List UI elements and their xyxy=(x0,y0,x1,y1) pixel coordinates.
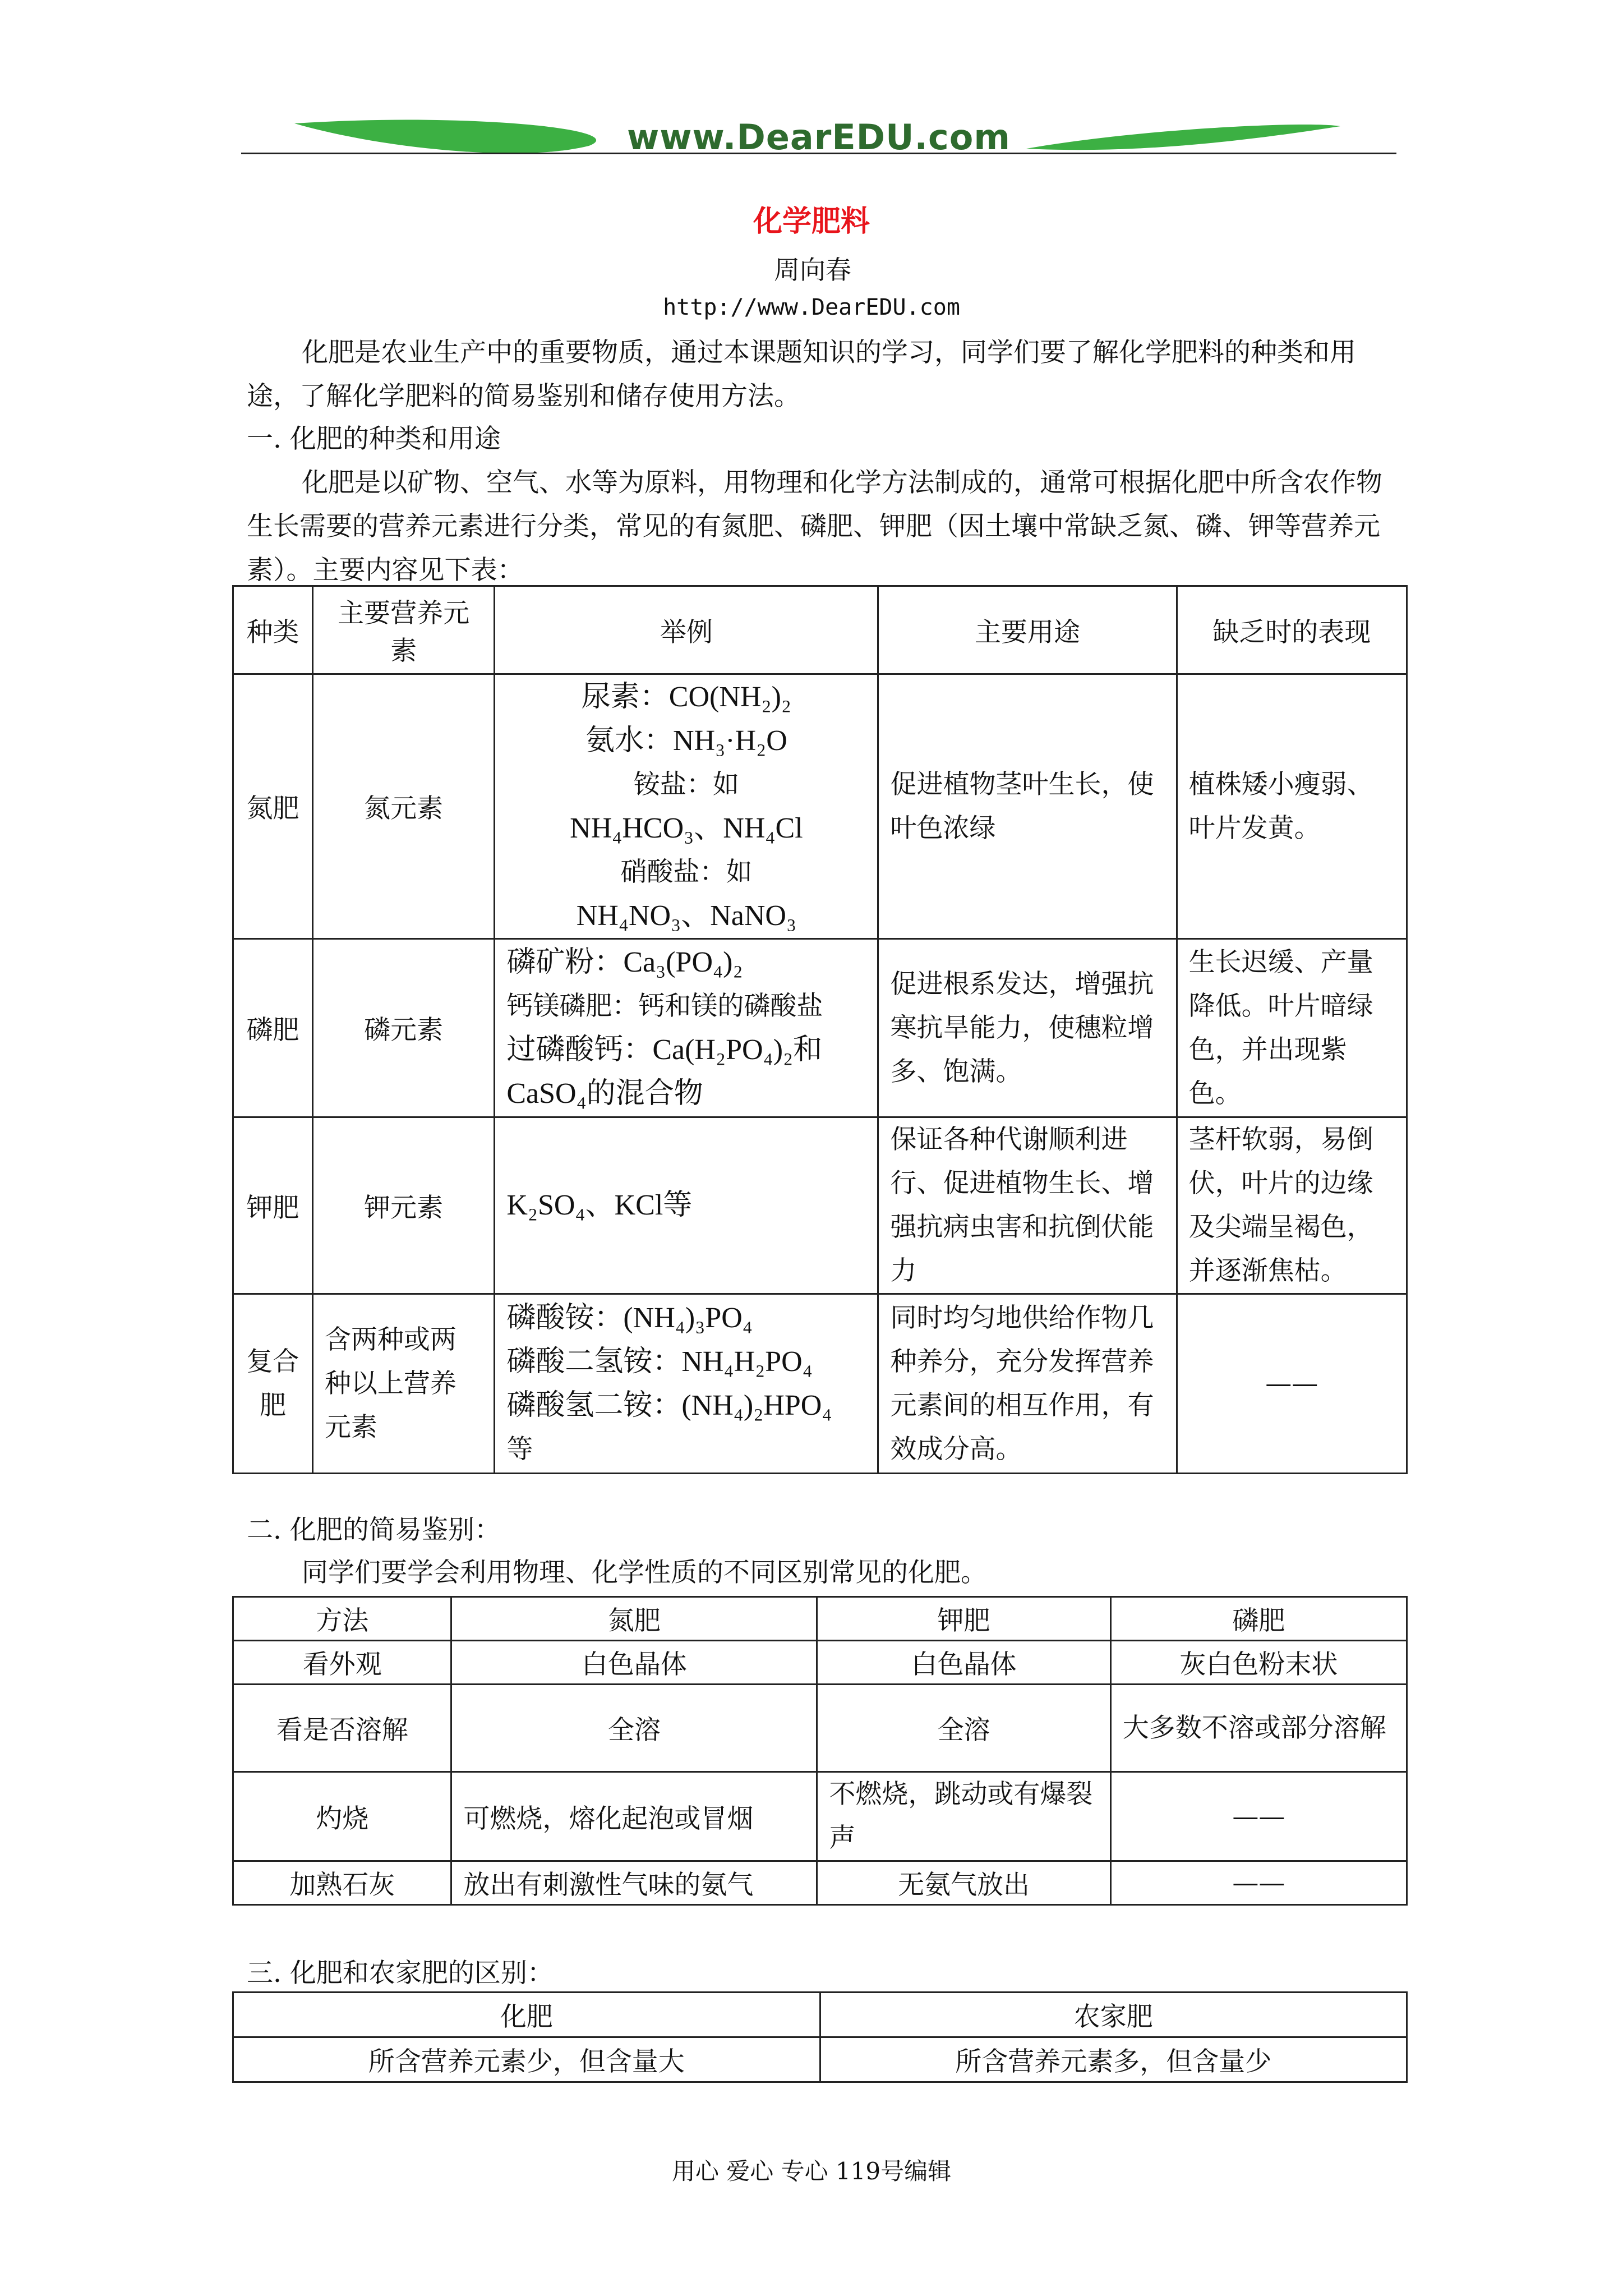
header-nitrogen: 氮肥 xyxy=(451,1597,817,1641)
author: 周向春 xyxy=(774,255,851,285)
row-deficiency: —— xyxy=(1177,1294,1407,1474)
example-line: 等 xyxy=(506,1433,533,1465)
example-line: K₂SO₄、KCl等 xyxy=(506,1189,693,1221)
table-cell: —— xyxy=(1110,1861,1407,1905)
table-row xyxy=(233,674,1407,939)
table-row xyxy=(233,1861,1407,1905)
table-cell: 所含营养元素少，但含量大 xyxy=(233,2037,820,2082)
header-deficiency: 缺乏时的表现 xyxy=(1177,586,1407,674)
table-cell: 看是否溶解 xyxy=(233,1685,451,1772)
table-cell: 无氨气放出 xyxy=(817,1861,1110,1905)
header-chemical: 化肥 xyxy=(233,1993,820,2037)
row-use: 促进根系发达，增强抗寒抗旱能力，使穗粒增多、饱满。 xyxy=(878,939,1177,1117)
table-cell: 白色晶体 xyxy=(817,1641,1110,1685)
example-line: NH₄HCO₃、NH₄Cl xyxy=(570,812,803,844)
row-type: 磷肥 xyxy=(233,939,313,1117)
source-url: http://www.DearEDU.com xyxy=(663,295,960,320)
table-cell: 大多数不溶或部分溶解 xyxy=(1110,1685,1407,1772)
section2-heading: 二. 化肥的简易鉴别： xyxy=(247,1515,501,1545)
header-use: 主要用途 xyxy=(878,586,1177,674)
row-element: 氮元素 xyxy=(312,674,494,939)
table-row xyxy=(233,939,1407,1117)
site-banner xyxy=(241,107,1396,174)
banner-logo-text: www.DearEDU.com xyxy=(626,117,1011,158)
identification-table xyxy=(232,1596,1408,1906)
row-examples xyxy=(495,1117,878,1294)
row-element: 含两种或两种以上营养元素 xyxy=(312,1294,494,1474)
table-header-row xyxy=(233,1597,1407,1641)
table-cell: 加熟石灰 xyxy=(233,1861,451,1905)
table-cell: 可燃烧，熔化起泡或冒烟 xyxy=(451,1772,817,1861)
row-examples xyxy=(495,939,878,1117)
table-cell: 不燃烧，跳动或有爆裂声 xyxy=(817,1772,1110,1861)
table-cell: 灰白色粉末状 xyxy=(1110,1641,1407,1685)
example-line: CaSO₄的混合物 xyxy=(506,1077,703,1110)
page-title: 化学肥料 xyxy=(753,204,870,238)
table-header-row xyxy=(233,1993,1407,2037)
section3-heading: 三. 化肥和农家肥的区别： xyxy=(247,1958,554,1989)
example-line: 硝酸盐：如 xyxy=(620,856,753,887)
row-type: 氮肥 xyxy=(233,674,313,939)
row-element: 钾元素 xyxy=(312,1117,494,1294)
table-cell: 全溶 xyxy=(817,1685,1110,1772)
table-cell: 所含营养元素多，但含量少 xyxy=(820,2037,1407,2082)
header-phosphorus: 磷肥 xyxy=(1110,1597,1407,1641)
section2-paragraph: 同学们要学会利用物理、化学性质的不同区别常见的化肥。 xyxy=(302,1557,987,1588)
intro-paragraph: 化肥是农业生产中的重要物质，通过本课题知识的学习，同学们要了解化学肥料的种类和用途，了解化学肥料的简易鉴别和储存使用方法。 xyxy=(247,337,1356,412)
table-row xyxy=(233,1294,1407,1474)
header-potassium: 钾肥 xyxy=(817,1597,1110,1641)
row-use: 同时均匀地供给作物几种养分，充分发挥营养元素间的相互作用，有效成分高。 xyxy=(878,1294,1177,1474)
table-cell: 灼烧 xyxy=(233,1772,451,1861)
header-example: 举例 xyxy=(495,586,878,674)
page-footer: 用心 爱心 专心 119号编辑 xyxy=(671,2157,952,2185)
table-cell: —— xyxy=(1110,1772,1407,1861)
row-examples xyxy=(495,1294,878,1474)
table-cell: 看外观 xyxy=(233,1641,451,1685)
table-cell: 全溶 xyxy=(451,1685,817,1772)
table-row xyxy=(233,1641,1407,1685)
row-use: 保证各种代谢顺利进行、促进植物生长、增强抗病虫害和抗倒伏能力 xyxy=(878,1117,1177,1294)
table-row xyxy=(233,1685,1407,1772)
table-cell: 白色晶体 xyxy=(451,1641,817,1685)
section1-paragraph: 化肥是以矿物、空气、水等为原料，用物理和化学方法制成的，通常可根据化肥中所含农作物生长需要的营养元素进行分类，常见的有氮肥、磷肥、钾肥（因土壤中常缺乏氮、磷、钾等营养元素）。主要内容见下表： xyxy=(247,467,1382,586)
example-line: 磷酸二氢铵：NH₄H₂PO₄ xyxy=(506,1345,813,1378)
example-line: 磷矿粉：Ca₃(PO₄)₂ xyxy=(506,946,743,978)
example-line: 钙镁磷肥：钙和镁的磷酸盐 xyxy=(506,990,823,1022)
header-method: 方法 xyxy=(233,1597,451,1641)
row-type: 钾肥 xyxy=(233,1117,313,1294)
row-use: 促进植物茎叶生长，使叶色浓绿 xyxy=(878,674,1177,939)
example-line: 铵盐：如 xyxy=(633,769,739,800)
table-row xyxy=(233,1772,1407,1861)
table-cell: 放出有刺激性气味的氨气 xyxy=(451,1861,817,1905)
example-line: 磷酸铵：(NH₄)₃PO₄ xyxy=(506,1301,753,1334)
header-farm: 农家肥 xyxy=(820,1993,1407,2037)
row-deficiency: 生长迟缓、产量降低。叶片暗绿色，并出现紫色。 xyxy=(1177,939,1407,1117)
table-row xyxy=(233,1117,1407,1294)
example-line: 磷酸氢二铵：(NH₄)₂HPO₄ xyxy=(506,1389,832,1421)
header-type: 种类 xyxy=(233,586,313,674)
row-examples xyxy=(495,674,878,939)
fertilizer-types-table xyxy=(232,585,1408,1474)
example-line: 尿素：CO(NH₂)₂ xyxy=(581,680,792,713)
header-rule xyxy=(241,153,1396,154)
row-deficiency: 植株矮小瘦弱、叶片发黄。 xyxy=(1177,674,1407,939)
row-type: 复合肥 xyxy=(233,1294,313,1474)
comparison-table xyxy=(232,1991,1408,2083)
header-element: 主要营养元素 xyxy=(312,586,494,674)
example-line: NH₄NO₃、NaNO₃ xyxy=(576,899,797,932)
table-header-row xyxy=(233,586,1407,674)
section1-heading: 一. 化肥的种类和用途 xyxy=(247,424,501,454)
row-element: 磷元素 xyxy=(312,939,494,1117)
table-row xyxy=(233,2037,1407,2082)
example-line: 氨水：NH₃·H₂O xyxy=(585,724,787,757)
row-deficiency: 茎杆软弱，易倒伏，叶片的边缘及尖端呈褐色，并逐渐焦枯。 xyxy=(1177,1117,1407,1294)
example-line: 过磷酸钙：Ca(H₂PO₄)₂和 xyxy=(506,1033,823,1066)
